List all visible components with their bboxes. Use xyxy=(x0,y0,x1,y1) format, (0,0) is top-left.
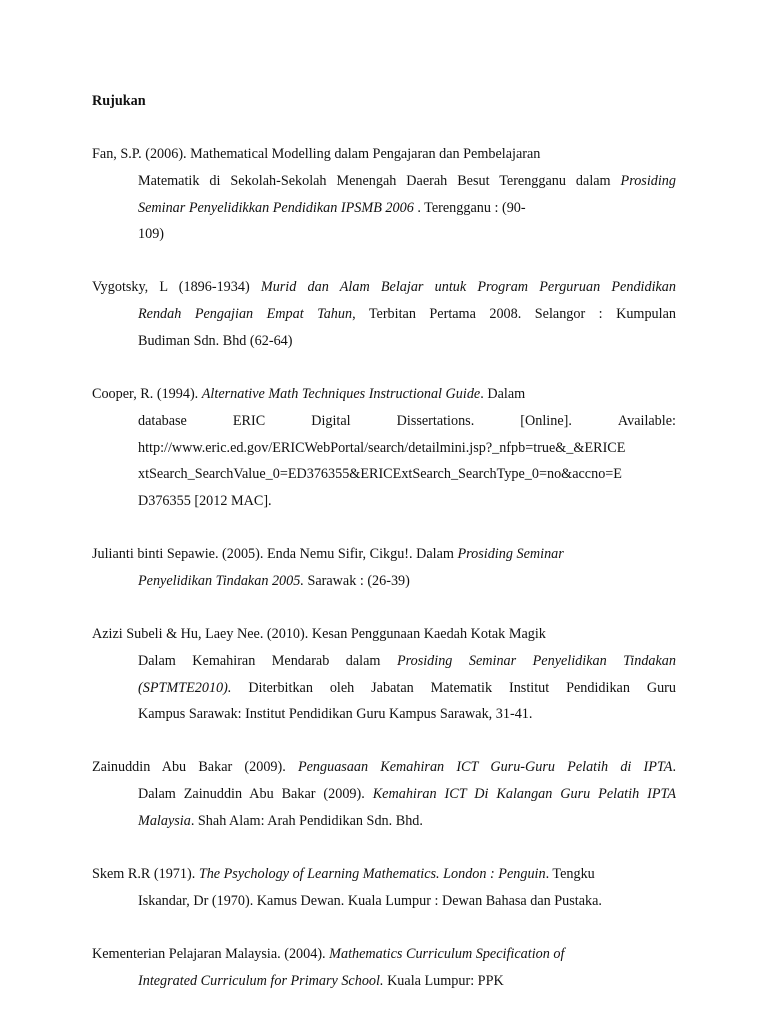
reference-line: Seminar Penyelidikkan Pendidikan IPSMB 2006 . Terengganu : (90- xyxy=(138,199,526,216)
reference-entry xyxy=(92,381,676,515)
reference-entry xyxy=(92,941,676,995)
reference-line: Integrated Curriculum for Primary School. Kuala Lumpur: PPK xyxy=(138,972,504,989)
reference-line: Matematik di Sekolah-Sekolah Menengah Daerah Besut Terengganu dalam Prosiding xyxy=(138,172,676,189)
reference-line: (SPTMTE2010). Diterbitkan oleh Jabatan Matematik Institut Pendidikan Guru xyxy=(138,679,676,696)
reference-line: Budiman Sdn. Bhd (62-64) xyxy=(138,332,293,349)
reference-line: D376355 [2012 MAC]. xyxy=(138,493,272,510)
reference-line: Iskandar, Dr (1970). Kamus Dewan. Kuala Lumpur : Dewan Bahasa dan Pustaka. xyxy=(138,892,602,909)
reference-entry xyxy=(92,541,676,595)
reference-line: Julianti binti Sepawie. (2005). Enda Nemu Sifir, Cikgu!. Dalam Prosiding Seminar xyxy=(92,546,564,562)
page-title: Rujukan xyxy=(92,93,146,109)
reference-entry xyxy=(92,861,676,915)
reference-entry xyxy=(92,754,676,834)
reference-url-line: xtSearch_SearchValue_0=ED376355&ERICExtSearch_SearchType_0=no&accno=E xyxy=(138,466,622,483)
reference-line: Dalam Kemahiran Mendarab dalam Prosiding Seminar Penyelidikan Tindakan xyxy=(138,652,676,669)
reference-line: Skem R.R (1971). The Psychology of Learning Mathematics. London : Penguin. Tengku xyxy=(92,866,595,882)
reference-line: 109) xyxy=(138,226,165,243)
reference-line: Kampus Sarawak: Institut Pendidikan Guru Kampus Sarawak, 31-41. xyxy=(138,706,533,723)
reference-line: Vygotsky, L (1896-1934) Murid dan Alam Belajar untuk Program Perguruan Pendidikan xyxy=(92,279,676,295)
reference-line: Fan, S.P. (2006). Mathematical Modelling dalam Pengajaran dan Pembelajaran xyxy=(92,146,541,162)
reference-line: Zainuddin Abu Bakar (2009). Penguasaan Kemahiran ICT Guru-Guru Pelatih di IPTA. xyxy=(92,759,676,775)
reference-entry xyxy=(92,141,676,248)
reference-line: Cooper, R. (1994). Alternative Math Techniques Instructional Guide. Dalam xyxy=(92,386,526,402)
reference-entry xyxy=(92,621,676,728)
reference-line: Rendah Pengajian Empat Tahun, Terbitan Pertama 2008. Selangor : Kumpulan xyxy=(138,305,676,322)
reference-line: Azizi Subeli & Hu, Laey Nee. (2010). Kesan Penggunaan Kaedah Kotak Magik xyxy=(92,626,546,642)
reference-entry xyxy=(92,274,676,354)
reference-line: Malaysia. Shah Alam: Arah Pendidikan Sdn. Bhd. xyxy=(138,812,423,829)
reference-url-line: http://www.eric.ed.gov/ERICWebPortal/search/detailmini.jsp?_nfpb=true&_&ERICE xyxy=(138,439,626,456)
reference-line: Penyelidikan Tindakan 2005. Sarawak : (26-39) xyxy=(138,572,410,589)
reference-line: Kementerian Pelajaran Malaysia. (2004). Mathematics Curriculum Specification of xyxy=(92,946,565,962)
reference-line: database ERIC Digital Dissertations. [Online]. Available: xyxy=(138,412,676,429)
reference-line: Dalam Zainuddin Abu Bakar (2009). Kemahiran ICT Di Kalangan Guru Pelatih IPTA xyxy=(138,785,676,802)
